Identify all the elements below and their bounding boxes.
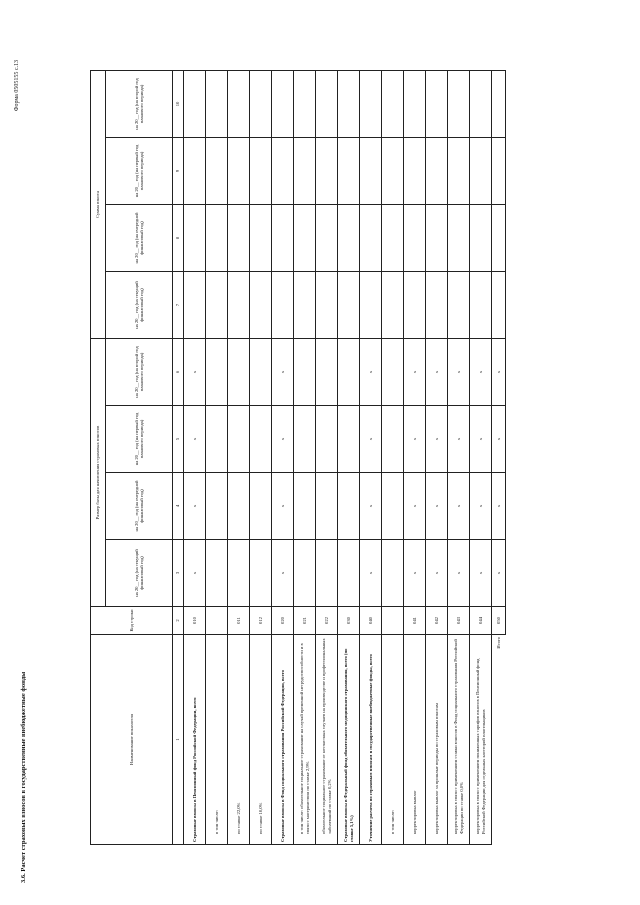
sum-cell[interactable] [448,205,470,272]
base-cell[interactable]: х [470,339,492,406]
header-period: на 20__ год (на очередной финансовый год) [106,205,173,272]
base-cell[interactable]: х [426,406,448,473]
header-period: на 20__ год (на первый год планового периода) [106,138,173,205]
total-sum-cell[interactable] [492,71,506,138]
sum-cell[interactable] [470,205,492,272]
row-code: 012 [250,607,272,635]
sum-cell[interactable] [206,138,228,205]
table-row [382,71,404,845]
sum-cell[interactable] [426,272,448,339]
base-cell[interactable] [228,406,250,473]
row-code: 041 [404,607,426,635]
base-cell[interactable] [382,540,404,607]
sum-cell[interactable] [382,71,404,138]
row-code: 011 [228,607,250,635]
base-cell[interactable] [228,473,250,540]
sum-cell[interactable] [206,71,228,138]
sum-cell[interactable] [470,138,492,205]
row-label: по ставке 22,0% [228,635,250,845]
table-row [250,71,272,845]
sum-cell[interactable] [250,272,272,339]
sum-cell[interactable] [316,71,338,138]
base-cell[interactable] [250,339,272,406]
total-code: 050 [492,607,506,635]
table-row [360,71,382,845]
row-code: 022 [316,607,338,635]
column-index: 6 [173,339,184,406]
base-cell[interactable]: х [360,339,382,406]
base-cell[interactable]: х [184,473,206,540]
base-cell[interactable]: х [360,540,382,607]
table-row [338,71,360,845]
row-code: 040 [360,607,382,635]
row-label: обязательное социальное страхование от несчастных случаев на производстве и профессиональных заболеваний по ставке 0,2% [316,635,338,845]
table-row [206,71,228,845]
sum-cell[interactable] [184,272,206,339]
base-cell[interactable] [294,339,316,406]
sum-cell[interactable] [360,205,382,272]
sum-cell[interactable] [250,71,272,138]
base-cell[interactable]: х [426,473,448,540]
sum-cell[interactable] [470,71,492,138]
header-period: на 20__ год (на текущий финансовый год) [106,272,173,339]
sum-cell[interactable] [448,71,470,138]
header-base-group: Размер базы для начисления страховых взносов [91,339,106,607]
sum-cell[interactable] [470,272,492,339]
header-period: на 20__ год (на второй год планового периода) [106,71,173,138]
sum-cell[interactable] [382,272,404,339]
base-cell[interactable] [338,339,360,406]
total-sum-cell[interactable] [492,272,506,339]
row-code: 043 [448,607,470,635]
column-index: 7 [173,272,184,339]
total-row [492,71,506,845]
row-label: корректировка в связи с применением ставки взносов в Фонд социального страхования Российской Федерации по ставке 0,0% [448,635,470,845]
sum-cell[interactable] [228,138,250,205]
column-index: 3 [173,540,184,607]
column-index: 5 [173,406,184,473]
sum-cell[interactable] [426,205,448,272]
total-base-cell[interactable]: х [492,473,506,540]
table-row [228,71,250,845]
sum-cell[interactable] [206,272,228,339]
header-period: на 20__ год (на очередной финансовый год) [106,473,173,540]
sum-cell[interactable] [426,71,448,138]
column-index-row [173,71,184,845]
base-cell[interactable]: х [470,473,492,540]
sum-cell[interactable] [228,205,250,272]
sum-cell[interactable] [316,205,338,272]
base-cell[interactable]: х [272,339,294,406]
row-code: 010 [184,607,206,635]
base-cell[interactable] [206,473,228,540]
base-cell[interactable] [250,473,272,540]
base-cell[interactable]: х [184,406,206,473]
sum-cell[interactable] [272,205,294,272]
base-cell[interactable]: х [448,540,470,607]
total-base-cell[interactable]: х [492,406,506,473]
table-row [426,71,448,845]
sum-cell[interactable] [382,205,404,272]
base-cell[interactable] [294,406,316,473]
row-label: корректировка выплат за прошлые периоды по страховым взносам [426,635,448,845]
document-title: 3.6. Расчет страховых взносов в государственные внебюджетные фонды [20,671,27,883]
sum-cell[interactable] [404,71,426,138]
row-code: 021 [294,607,316,635]
column-index: 1 [173,635,184,845]
sum-cell[interactable] [404,205,426,272]
sum-cell[interactable] [316,138,338,205]
form-number: Форма 0505155 с.13 [14,60,20,112]
row-code [206,607,228,635]
total-sum-cell[interactable] [492,205,506,272]
base-cell[interactable]: х [272,406,294,473]
base-cell[interactable]: х [470,540,492,607]
table-row [404,71,426,845]
row-code: 020 [272,607,294,635]
sum-cell[interactable] [228,272,250,339]
column-index: 2 [173,607,184,635]
table-row [294,71,316,845]
sum-cell[interactable] [250,205,272,272]
sum-cell[interactable] [338,138,360,205]
total-sum-cell[interactable] [492,138,506,205]
base-cell[interactable] [294,540,316,607]
base-cell[interactable] [338,406,360,473]
base-cell[interactable]: х [360,406,382,473]
insurance-contributions-table [90,70,506,845]
base-cell[interactable]: х [404,406,426,473]
base-cell[interactable] [382,406,404,473]
table-row [316,71,338,845]
column-index: 9 [173,138,184,205]
total-label: Итого [496,637,502,649]
sum-cell[interactable] [228,71,250,138]
table-row [184,71,206,845]
base-cell[interactable]: х [184,540,206,607]
total-base-cell[interactable]: х [492,339,506,406]
sum-cell[interactable] [404,272,426,339]
column-index: 4 [173,473,184,540]
sum-cell[interactable] [184,71,206,138]
sum-cell[interactable] [294,71,316,138]
base-cell[interactable] [228,339,250,406]
row-label: в том числе: [206,635,228,845]
header-name: Наименование показателя [91,635,173,845]
sum-cell[interactable] [448,138,470,205]
sum-cell[interactable] [250,138,272,205]
sum-cell[interactable] [404,138,426,205]
base-cell[interactable]: х [426,540,448,607]
row-label: в том числе: [382,635,404,845]
base-cell[interactable]: х [426,339,448,406]
sum-cell[interactable] [360,71,382,138]
base-cell[interactable] [294,473,316,540]
base-cell[interactable] [382,473,404,540]
row-label: Страховые взносы в Пенсионный фонд Российской Федерации, всего [184,635,206,845]
sum-cell[interactable] [360,272,382,339]
sum-cell[interactable] [316,272,338,339]
sum-cell[interactable] [294,272,316,339]
base-cell[interactable]: х [470,406,492,473]
base-cell[interactable] [338,473,360,540]
column-index: 10 [173,71,184,138]
base-cell[interactable] [206,540,228,607]
sum-cell[interactable] [272,71,294,138]
base-cell[interactable]: х [448,339,470,406]
sum-cell[interactable] [448,272,470,339]
row-label: Страховые взносы в Фонд социального страхования Российской Федерации, всего [272,635,294,845]
base-cell[interactable]: х [272,473,294,540]
base-cell[interactable]: х [448,406,470,473]
row-label: Страховые взносы в Федеральный фонд обязательного медицинского страхования, всего (по ставке 5,1%) [338,635,360,845]
base-cell[interactable] [338,540,360,607]
sum-cell[interactable] [294,138,316,205]
base-cell[interactable]: х [404,540,426,607]
base-cell[interactable] [316,406,338,473]
sum-cell[interactable] [184,205,206,272]
base-cell[interactable] [228,540,250,607]
table-row [272,71,294,845]
base-cell[interactable] [206,339,228,406]
base-cell[interactable]: х [272,540,294,607]
header-period: на 20__ год (на первый год планового периода) [106,406,173,473]
header-period: на 20__ год (на текущий финансовый год) [106,540,173,607]
base-cell[interactable]: х [360,473,382,540]
base-cell[interactable] [316,473,338,540]
sum-cell[interactable] [338,272,360,339]
row-code: 030 [338,607,360,635]
sum-cell[interactable] [184,138,206,205]
sum-cell[interactable] [294,205,316,272]
table-body [184,71,506,845]
base-cell[interactable] [250,540,272,607]
row-label: корректировка выплат [404,635,426,845]
base-cell[interactable]: х [404,473,426,540]
row-code [382,607,404,635]
sum-cell[interactable] [272,138,294,205]
row-label: корректировка в связи с применением пониженных тарифов взносов в Пенсионный фонд Российской Федерации для отдельных категорий плательщиков [470,635,492,845]
row-label: в том числе: обязательное социальное страхование на случай временной нетрудоспособности и в связи с материнством по ставке 2,9% [294,635,316,845]
base-cell[interactable] [316,540,338,607]
sum-cell[interactable] [338,205,360,272]
sum-cell[interactable] [382,138,404,205]
sum-cell[interactable] [206,205,228,272]
base-cell[interactable] [250,406,272,473]
total-base-cell[interactable]: х [492,540,506,607]
header-period: на 20__ год (на второй год планового периода) [106,339,173,406]
base-cell[interactable] [206,406,228,473]
base-cell[interactable]: х [404,339,426,406]
sum-cell[interactable] [360,138,382,205]
header-code: Код строки [91,607,173,635]
base-cell[interactable]: х [448,473,470,540]
base-cell[interactable]: х [184,339,206,406]
row-code: 044 [470,607,492,635]
base-cell[interactable] [382,339,404,406]
header-sum-group: Сумма взноса [91,71,106,339]
sum-cell[interactable] [272,272,294,339]
column-index: 8 [173,205,184,272]
sum-cell[interactable] [426,138,448,205]
sum-cell[interactable] [338,71,360,138]
row-label: по ставке 10,0% [250,635,272,845]
row-label: Уточнение расчета по страховым взносам в государственные внебюджетные фонды, всего [360,635,382,845]
row-code: 042 [426,607,448,635]
table-row [448,71,470,845]
table-row [470,71,492,845]
base-cell[interactable] [316,339,338,406]
